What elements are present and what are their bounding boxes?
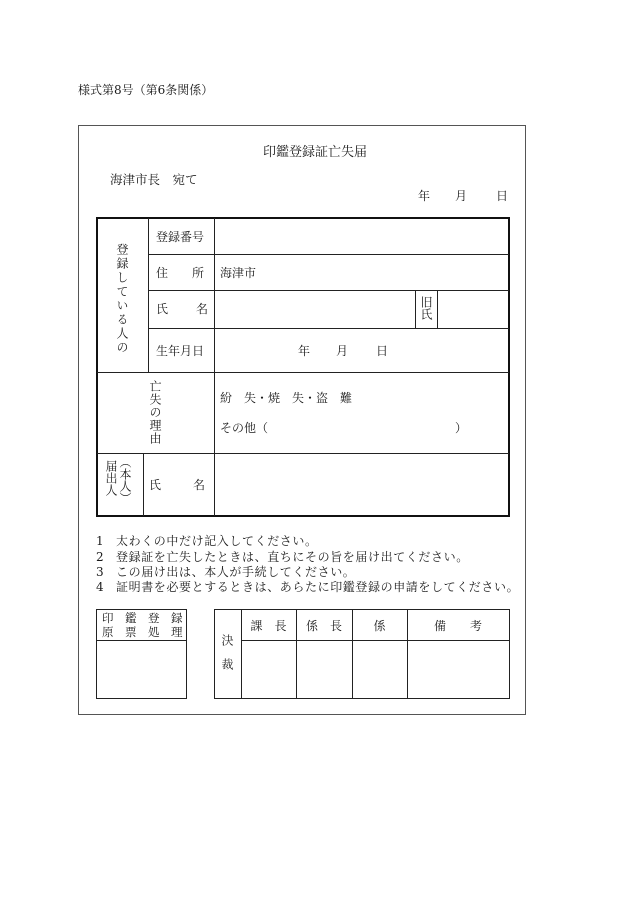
- divider: [148, 218, 149, 373]
- address-label: 住 所: [156, 266, 211, 280]
- note-number: 4: [96, 580, 104, 594]
- loss-reason-other-field[interactable]: [268, 418, 454, 438]
- divider: [97, 453, 509, 454]
- date-year-label: 年: [418, 189, 431, 203]
- divider: [97, 372, 509, 373]
- note-text: この届け出は、本人が手続してください。: [116, 565, 356, 579]
- notifier-sub-label: （本人）: [118, 456, 132, 504]
- approval-stamp-cell[interactable]: [243, 642, 295, 698]
- note-text: 登録証を亡失したときは、直ちにその旨を届け出てください。: [116, 550, 469, 564]
- date-month-label: 月: [455, 189, 468, 203]
- notifier-name-field[interactable]: [216, 456, 508, 515]
- processing-line1: 印 鑑 登 録: [102, 611, 183, 625]
- divider: [415, 290, 416, 328]
- divider: [143, 454, 144, 516]
- approval-remarks-cell[interactable]: [409, 642, 508, 698]
- approval-label: 決裁: [220, 634, 234, 682]
- divider: [214, 218, 215, 516]
- address-prefix: 海津市: [220, 266, 257, 280]
- approval-col-section-chief: 課 長: [250, 619, 287, 633]
- approval-col-remarks: 備 考: [433, 619, 482, 633]
- loss-reason-label: 亡失の理由: [148, 380, 162, 445]
- registrant-section-label: 登録している人の: [115, 243, 129, 355]
- birth-month-label: 月: [336, 344, 349, 358]
- note-number: 2: [96, 550, 104, 564]
- old-name-field[interactable]: [439, 292, 508, 327]
- approval-col-subsection-chief: 係 長: [305, 619, 342, 633]
- divider: [148, 290, 509, 291]
- divider: [97, 640, 186, 641]
- name-label: 氏 名: [156, 302, 217, 316]
- processing-line2: 原 票 処 理: [102, 625, 183, 639]
- note-text: 太わくの中だけ記入してください。: [116, 534, 318, 548]
- approval-stamp-cell[interactable]: [354, 642, 406, 698]
- divider: [437, 290, 438, 328]
- old-name-label: 旧氏: [419, 296, 433, 320]
- divider: [241, 640, 509, 641]
- reg-no-label: 登録番号: [156, 230, 205, 244]
- birth-year-label: 年: [298, 344, 311, 358]
- birth-day-label: 日: [376, 344, 389, 358]
- note-text: 証明書を必要とするときは、あらたに印鑑登録の申請をしてください。: [116, 580, 520, 594]
- name-field[interactable]: [216, 292, 414, 327]
- divider: [148, 328, 509, 329]
- loss-reason-other-close: ）: [455, 421, 468, 435]
- address-field[interactable]: [260, 256, 508, 289]
- birth-label: 生年月日: [156, 344, 205, 358]
- approval-stamp-cell[interactable]: [298, 642, 351, 698]
- form-number: 様式第8号（第6条関係）: [78, 83, 214, 97]
- note-number: 1: [96, 534, 104, 548]
- loss-reason-other-open: その他（: [220, 421, 269, 435]
- approval-col-staff: 係: [373, 619, 386, 633]
- notifier-name-label: 氏 名: [149, 478, 216, 492]
- form-title: 印鑑登録証亡失届: [262, 145, 367, 160]
- reg-no-field[interactable]: [216, 219, 508, 253]
- divider: [148, 254, 509, 255]
- addressee: 海津市長 宛て: [110, 172, 198, 187]
- note-number: 3: [96, 565, 104, 579]
- loss-reason-options[interactable]: 紛 失・焼 失・盗 難: [220, 391, 353, 405]
- date-day-label: 日: [496, 189, 509, 203]
- notifier-label: 届出人: [104, 460, 118, 496]
